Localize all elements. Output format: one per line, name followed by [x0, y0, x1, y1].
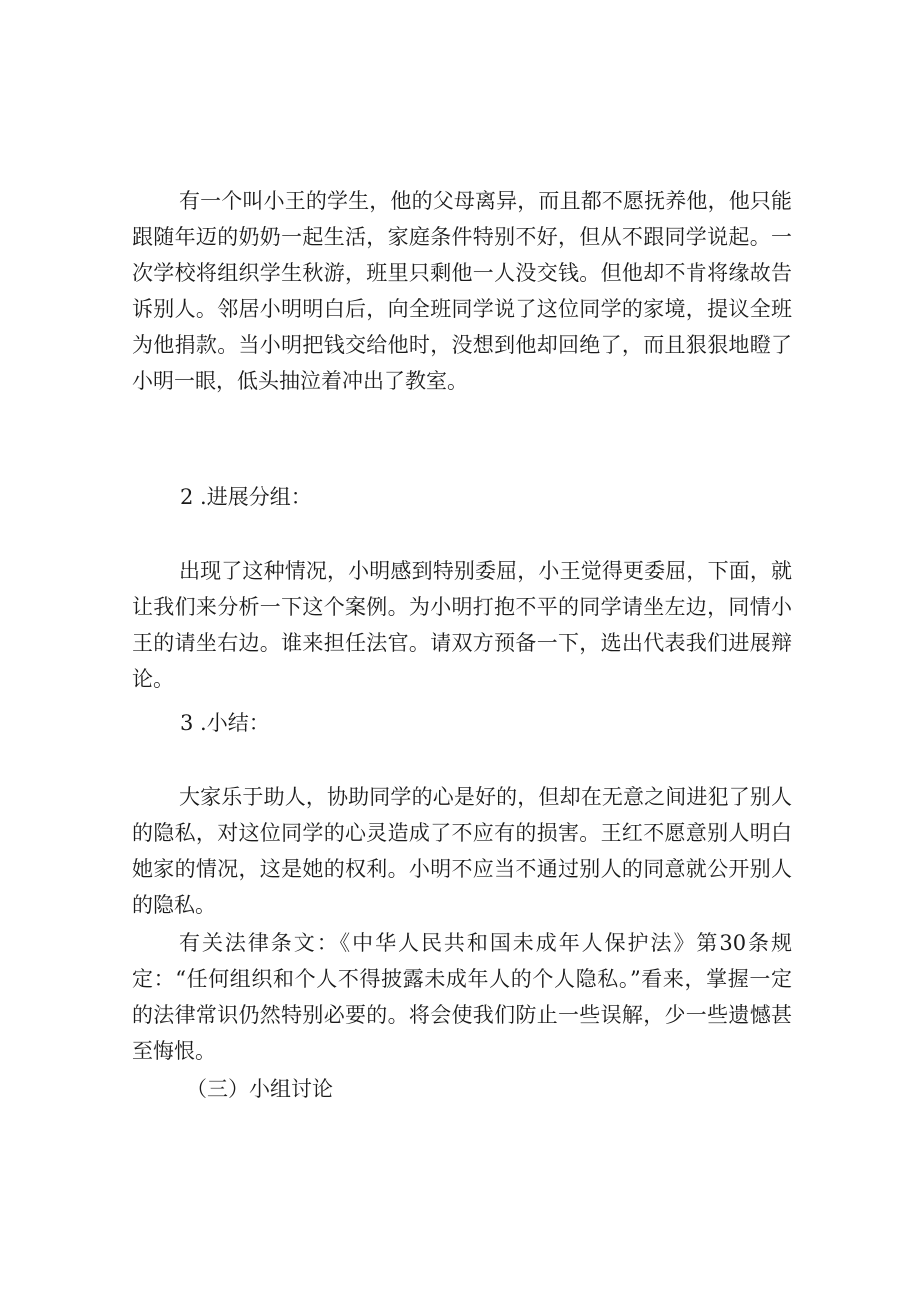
step2-body-paragraph: 出现了这种情况，小明感到特别委屈，小王觉得更委屈，下面，就让我们来分析一下这个案例。为小明打抱不平的同学请坐左边，同情小王的请坐右边。谁来担任法官。请双方预备一下，选出代表我们进展辩论。: [132, 559, 792, 691]
step3-body-paragraph: 大家乐于助人，协助同学的心是好的，但却在无意之间进犯了别人的隐私，对这位同学的心灵造成了不应有的损害。王红不愿意别人明白她家的情况，这是她的权利。小明不应当不通过别人的同意就公开别人的隐私。: [132, 785, 792, 917]
step2-heading: 2 .进展分组：: [180, 485, 312, 509]
case-story-paragraph: 有一个叫小王的学生，他的父母离异，而且都不愿抚养他，他只能跟随年迈的奶奶一起生活，家庭条件特别不好，但从不跟同学说起。一次学校将组织学生秋游，班里只剩他一人没交钱。但他却不肯将缘故告诉别人。邻居小明明白后，向全班同学说了这位同学的家境，提议全班为他捐款。当小明把钱交给他时，没想到他却回绝了，而且狠狠地瞪了小明一眼，低头抽泣着冲出了教室。: [132, 189, 792, 393]
step3-heading: 3 .小结：: [180, 711, 270, 735]
law-quote-paragraph: 有关法律条文：《中华人民共和国未成年人保护法》第30条规定：“任何组织和个人不得披露未成年人的个人隐私。”看来，掌握一定的法律常识仍然特别必要的。将会使我们防止一些误解，少一些遗憾甚至悔恨。: [132, 931, 792, 1063]
section3-heading: （三）小组讨论: [186, 1077, 333, 1101]
